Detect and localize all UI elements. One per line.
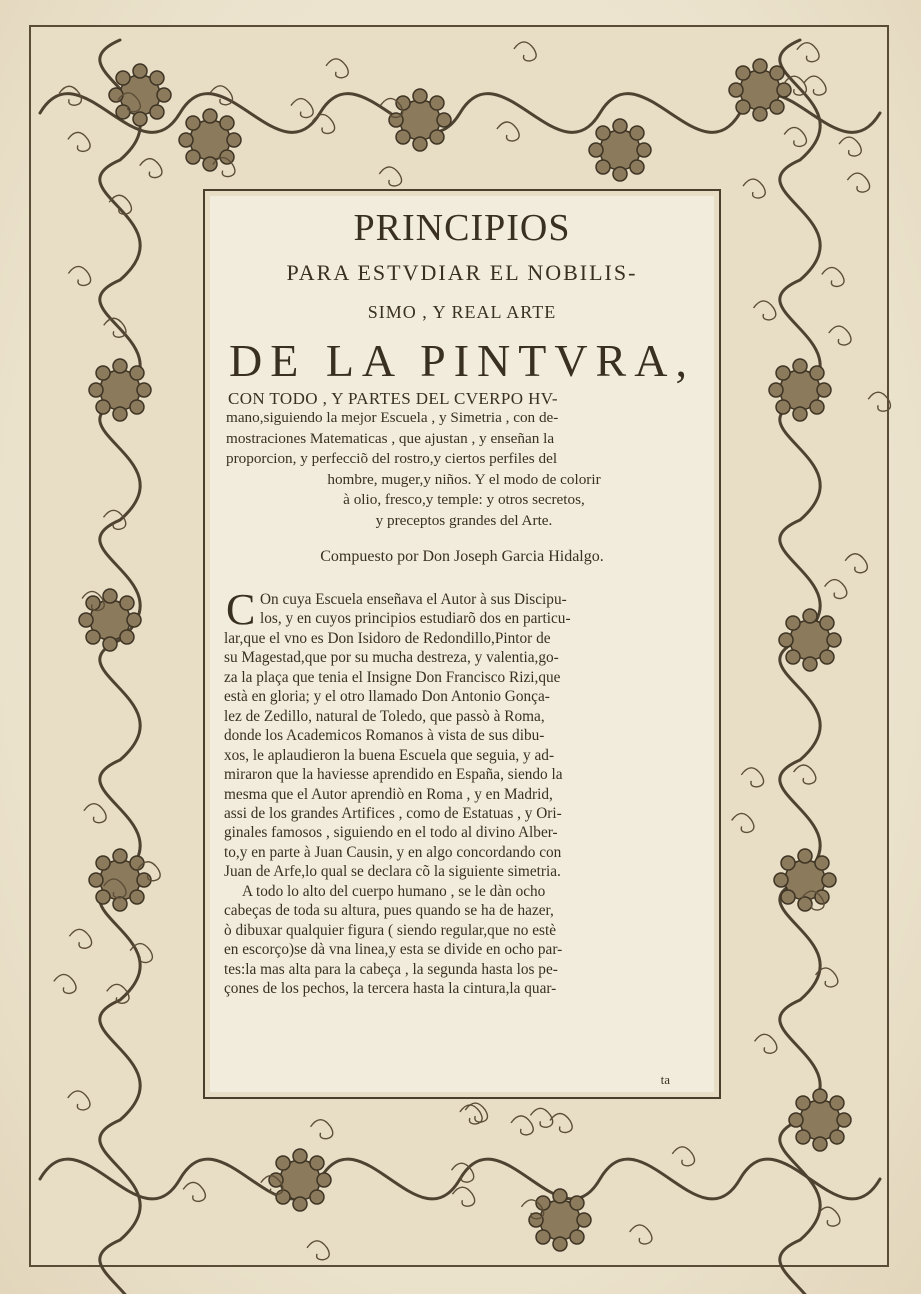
flower-petal xyxy=(96,366,110,380)
flower-petal xyxy=(179,133,193,147)
body-line: su Magestad,que por su mucha destreza, y valentia,go- xyxy=(224,649,559,667)
drop-cap: C xyxy=(226,585,256,634)
flower-petal xyxy=(753,107,767,121)
flower-petal xyxy=(736,66,750,80)
flower-petal xyxy=(630,126,644,140)
flower-petal xyxy=(577,1213,591,1227)
flower-petal xyxy=(396,130,410,144)
flower-petal xyxy=(570,1230,584,1244)
body-text xyxy=(224,585,708,999)
flower-petal xyxy=(103,637,117,651)
flower-petal xyxy=(109,88,123,102)
flower-petal xyxy=(103,589,117,603)
author-line: Compuesto por Don Joseph Garcia Hidalgo. xyxy=(320,548,604,565)
subtitle-line: proporcion, y perfecciõ del rostro,y ciertos perfiles del xyxy=(226,450,558,467)
flower-petal xyxy=(310,1156,324,1170)
flower-petal xyxy=(227,133,241,147)
flower-petal xyxy=(133,64,147,78)
flower-petal xyxy=(130,856,144,870)
flower-petal xyxy=(186,116,200,130)
flower-petal xyxy=(130,890,144,904)
flower-petal xyxy=(810,366,824,380)
flower-petal xyxy=(830,1096,844,1110)
title-line-con-todo: CON TODO , Y PARTES DEL CVERPO HV- xyxy=(228,389,558,408)
flower-petal xyxy=(86,596,100,610)
flower-petal xyxy=(203,109,217,123)
flower-petal xyxy=(770,100,784,114)
flower-petal xyxy=(793,359,807,373)
flower-petal xyxy=(793,407,807,421)
flower-petal xyxy=(317,1173,331,1187)
flower-petal xyxy=(96,856,110,870)
body-line: tes:la mas alta para la cabeça , la segunda hasta los pe- xyxy=(224,960,558,978)
subtitle-line: à olio, fresco,y temple: y otros secretos, xyxy=(343,491,585,508)
body-line: cabeças de toda su altura, pues quando se ha de hazer, xyxy=(224,902,554,920)
flower-petal xyxy=(613,167,627,181)
flower-petal xyxy=(774,873,788,887)
flower-petal xyxy=(120,630,134,644)
body-line: mesma que el Autor aprendiò en Roma , y en Madrid, xyxy=(224,785,553,803)
subtitle-line: mostraciones Matematicas , que ajustan , y enseñan la xyxy=(226,429,555,447)
body-line: miraron que la haviesse aprendido en España, siendo la xyxy=(224,766,563,784)
body-line: On cuya Escuela enseñava el Autor à sus Discipu- xyxy=(260,591,567,608)
flower-petal xyxy=(796,1096,810,1110)
flower-petal xyxy=(570,1196,584,1210)
body-line: Juan de Arfe,lo qual se declara cõ la siguiente simetria. xyxy=(224,863,561,881)
flower-petal xyxy=(130,366,144,380)
flower-petal xyxy=(729,83,743,97)
flower-petal xyxy=(789,1113,803,1127)
body-line: to,y en parte à Juan Causin, y en algo concordando con xyxy=(224,843,562,861)
flower-petal xyxy=(220,116,234,130)
flower-petal xyxy=(753,59,767,73)
body-line: està en gloria; y el otro llamado Don Antonio Gonça- xyxy=(224,688,550,706)
flower-petal xyxy=(116,71,130,85)
flower-petal xyxy=(113,407,127,421)
flower-petal xyxy=(113,849,127,863)
flower-petal xyxy=(413,89,427,103)
flower-petal xyxy=(293,1149,307,1163)
text-panel xyxy=(210,196,714,1092)
flower-petal xyxy=(310,1190,324,1204)
flower-petal xyxy=(822,873,836,887)
flower-petal xyxy=(430,96,444,110)
flower-petal xyxy=(150,105,164,119)
flower-petal xyxy=(413,137,427,151)
flower-petal xyxy=(113,897,127,911)
subtitle-line: mano,siguiendo la mejor Escuela , y Simetria , con de- xyxy=(226,409,559,426)
body-line: assi de los grandes Artifices , como de Estatuas , y Ori- xyxy=(224,804,562,822)
flower-petal xyxy=(127,613,141,627)
subtitle-block xyxy=(226,408,702,531)
flower-petal xyxy=(810,400,824,414)
flower-petal xyxy=(553,1189,567,1203)
flower-petal xyxy=(86,630,100,644)
flower-petal xyxy=(437,113,451,127)
flower-petal xyxy=(589,143,603,157)
flower-petal xyxy=(769,383,783,397)
flower-petal xyxy=(827,633,841,647)
title-line-simo: SIMO , Y REAL ARTE xyxy=(367,302,557,322)
body-line: A todo lo alto del cuerpo humano , se le dàn ocho xyxy=(242,882,546,900)
flower-petal xyxy=(96,890,110,904)
flower-petal xyxy=(786,650,800,664)
flower-petal xyxy=(203,157,217,171)
flower-petal xyxy=(130,400,144,414)
flower-petal xyxy=(430,130,444,144)
body-line: en escorço)se dà vna linea,y esta se divide en ocho par- xyxy=(224,941,563,959)
flower-petal xyxy=(596,126,610,140)
flower-petal xyxy=(133,112,147,126)
flower-petal xyxy=(798,897,812,911)
body-line: donde los Academicos Romanos à vista de sus dibu- xyxy=(224,727,545,745)
subtitle-line: y preceptos grandes del Arte. xyxy=(375,511,553,529)
flower-petal xyxy=(637,143,651,157)
flower-petal xyxy=(798,849,812,863)
body-line: ginales famosos , siguiendo en el todo al divino Alber- xyxy=(224,824,558,842)
flower-petal xyxy=(803,657,817,671)
flower-petal xyxy=(736,100,750,114)
body-line: los, y en cuyos principios estudiarõ dos en particu- xyxy=(260,610,571,628)
flower-petal xyxy=(536,1230,550,1244)
flower-petal xyxy=(137,383,151,397)
flower-petal xyxy=(817,383,831,397)
body-line: çones de los pechos, la tercera hasta la cintura,la quar- xyxy=(224,980,557,998)
flower-petal xyxy=(770,66,784,80)
flower-petal xyxy=(776,400,790,414)
catchword: ta xyxy=(660,1072,670,1087)
flower-petal xyxy=(796,1130,810,1144)
flower-petal xyxy=(776,366,790,380)
subtitle-line: hombre, muger,y niños. Y el modo de colorir xyxy=(327,470,601,488)
flower-petal xyxy=(89,873,103,887)
body-line: xos, le aplaudieron la buena Escuela que seguia, y ad- xyxy=(224,746,555,764)
title-principios: PRINCIPIOS xyxy=(353,207,571,249)
flower-petal xyxy=(96,400,110,414)
flower-petal xyxy=(186,150,200,164)
flower-petal xyxy=(113,359,127,373)
flower-petal xyxy=(293,1197,307,1211)
body-line: za la plaça que tenia el Insigne Don Francisco Rizi,que xyxy=(224,668,561,686)
flower-petal xyxy=(630,160,644,174)
flower-petal xyxy=(781,856,795,870)
flower-petal xyxy=(120,596,134,610)
flower-petal xyxy=(779,633,793,647)
flower-petal xyxy=(820,616,834,630)
flower-petal xyxy=(613,119,627,133)
flower-petal xyxy=(596,160,610,174)
flower-petal xyxy=(157,88,171,102)
body-line: lar,que el vno es Don Isidoro de Redondillo,Pintor de xyxy=(224,629,551,647)
flower-petal xyxy=(276,1190,290,1204)
flower-petal xyxy=(813,1137,827,1151)
flower-petal xyxy=(820,650,834,664)
flower-petal xyxy=(553,1237,567,1251)
flower-petal xyxy=(89,383,103,397)
flower-petal xyxy=(813,1089,827,1103)
title-line-para: PARA ESTVDIAR EL NOBILIS- xyxy=(286,260,638,285)
flower-petal xyxy=(777,83,791,97)
flower-petal xyxy=(803,609,817,623)
flower-petal xyxy=(837,1113,851,1127)
flower-petal xyxy=(786,616,800,630)
flower-petal xyxy=(781,890,795,904)
flower-petal xyxy=(830,1130,844,1144)
body-line: lez de Zedillo, natural de Toledo, que passò à Roma, xyxy=(224,707,545,725)
flower-petal xyxy=(150,71,164,85)
flower-petal xyxy=(79,613,93,627)
flower-petal xyxy=(276,1156,290,1170)
flower-petal xyxy=(815,856,829,870)
flower-petal xyxy=(815,890,829,904)
body-line: ò dibuxar qualquier figura ( siendo regular,que no estè xyxy=(224,921,556,939)
title-de-la-pintura: DE LA PINTVRA, xyxy=(229,335,695,386)
